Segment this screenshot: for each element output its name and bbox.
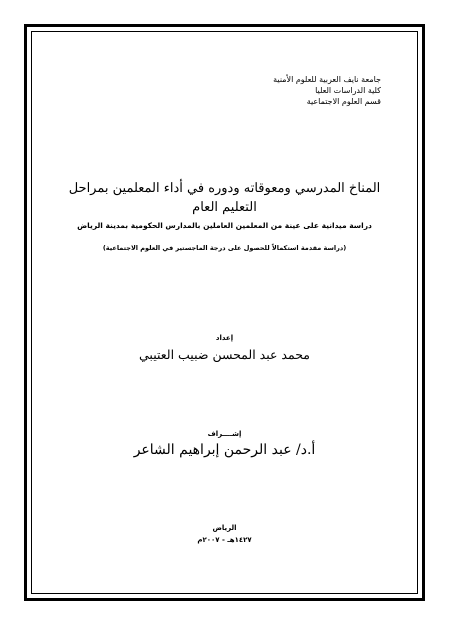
date-label: ١٤٢٧هـ - ٢٠٠٧م (197, 536, 252, 544)
supervision-label: إشــــراف (207, 430, 242, 438)
city-label: الرياض (212, 524, 237, 532)
department-name: قسم العلوم الاجتماعية (306, 97, 381, 106)
author-name: محمد عبد المحسن ضبيب العتيبي (139, 347, 310, 362)
prepared-by-label: إعداد (215, 334, 234, 342)
college-name: كلية الدراسات العليا (315, 86, 381, 95)
thesis-subtitle: دراسة ميدانية على عينة من المعلمين العاملين بالمدارس الحكومية بمدينة الرياض (77, 221, 372, 230)
thesis-title: المناخ المدرسي ومعوقاته ودوره في أداء المعلمين بمراحل التعليم العام (68, 181, 381, 215)
institution-block (181, 74, 381, 107)
supervisor-name: أ.د/ عبد الرحمن إبراهيم الشاعر (133, 442, 316, 458)
university-name: جامعة نايف العربية للعلوم الأمنية (273, 75, 381, 84)
page-border-inner (31, 31, 418, 594)
degree-note: (دراسة مقدمة استكمالاً للحصول على درجة الماجستير في العلوم الاجتماعية) (102, 244, 347, 252)
page-border-outer (24, 24, 425, 601)
